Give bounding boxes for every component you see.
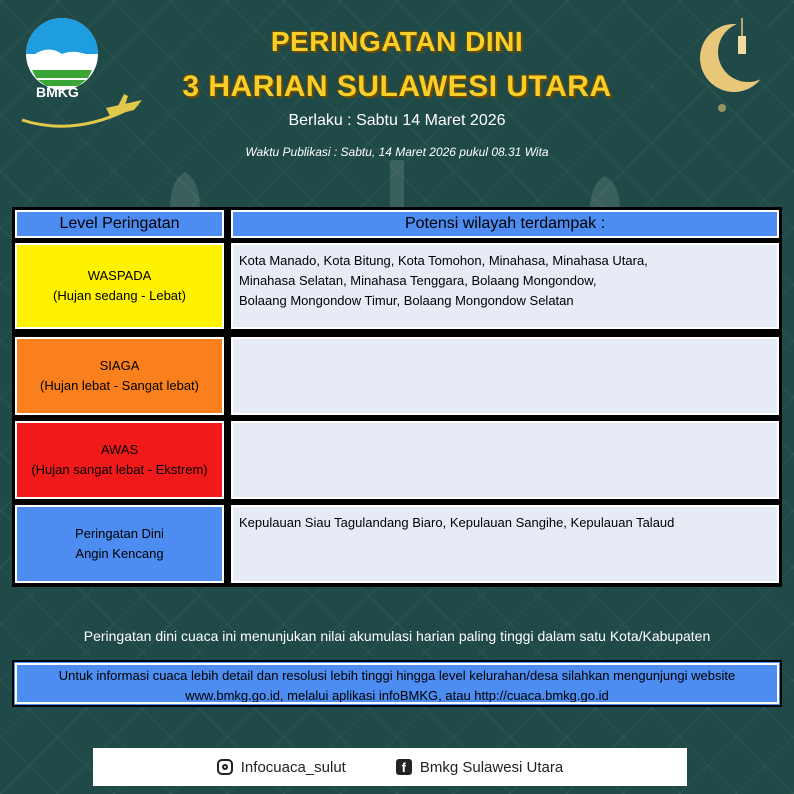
area-line: Bolaang Mongondow Timur, Bolaang Mongondow Selatan xyxy=(239,293,574,308)
publication-time: Waktu Publikasi : Sabtu, 14 Maret 2026 pukul 08.31 Wita xyxy=(245,145,549,159)
level-desc: (Hujan sedang - Lebat) xyxy=(53,288,186,303)
areas-awas xyxy=(231,421,779,499)
area-line: Kepulauan Siau Tagulandang Biaro, Kepulauan Sangihe, Kepulauan Talaud xyxy=(239,515,675,530)
instagram-handle[interactable] xyxy=(217,759,346,776)
page-title-line1: PERINGATAN DINI xyxy=(270,26,524,57)
level-angin-kencang xyxy=(15,505,224,583)
facebook-handle[interactable] xyxy=(396,759,563,776)
info-line2: www.bmkg.go.id, melalui aplikasi infoBMKG, atau http://cuaca.bmkg.go.id xyxy=(185,688,609,703)
valid-date: Berlaku : Sabtu 14 Maret 2026 xyxy=(288,112,506,129)
area-line: Minahasa Selatan, Minahasa Tenggara, Bolaang Mongondow, xyxy=(239,273,597,288)
mosque-domes-decoration xyxy=(0,150,794,210)
instagram-icon xyxy=(217,759,233,775)
level-name: AWAS xyxy=(100,442,139,457)
areas-siaga xyxy=(231,337,779,415)
level-desc: Angin Kencang xyxy=(75,546,164,561)
areas-waspada xyxy=(231,243,779,329)
column-header-level: Level Peringatan xyxy=(15,210,224,238)
level-awas xyxy=(15,421,224,499)
level-name: Peringatan Dini xyxy=(75,526,164,541)
page-title-line2: 3 HARIAN SULAWESI UTARA xyxy=(182,70,612,103)
level-desc: (Hujan sangat lebat - Ekstrem) xyxy=(31,462,208,477)
areas-angin-kencang xyxy=(231,505,779,583)
accumulation-note: Peringatan dini cuaca ini menunjukan nilai akumulasi harian paling tinggi dalam satu Kota/Kabupaten xyxy=(83,628,711,644)
crescent-moon-icon xyxy=(692,8,782,118)
level-name: WASPADA xyxy=(87,268,152,283)
area-line: Kota Manado, Kota Bitung, Kota Tomohon, Minahasa, Minahasa Utara, xyxy=(239,253,648,268)
social-footer xyxy=(93,748,687,786)
instagram-label: Infocuaca_sulut xyxy=(240,758,346,776)
level-waspada xyxy=(15,243,224,329)
column-header-areas: Potensi wilayah terdampak : xyxy=(231,210,779,238)
info-line1: Untuk informasi cuaca lebih detail dan resolusi lebih tinggi hingga level kelurahan/desa silahkan mengunjungi website xyxy=(58,668,736,683)
level-desc: (Hujan lebat - Sangat lebat) xyxy=(40,378,199,393)
facebook-label: Bmkg Sulawesi Utara xyxy=(419,758,564,776)
warning-table xyxy=(12,207,782,587)
bmkg-logo-text: BMKG xyxy=(36,84,79,100)
level-siaga xyxy=(15,337,224,415)
info-box xyxy=(12,660,782,707)
facebook-icon: f xyxy=(396,759,412,775)
level-name: SIAGA xyxy=(99,358,140,373)
